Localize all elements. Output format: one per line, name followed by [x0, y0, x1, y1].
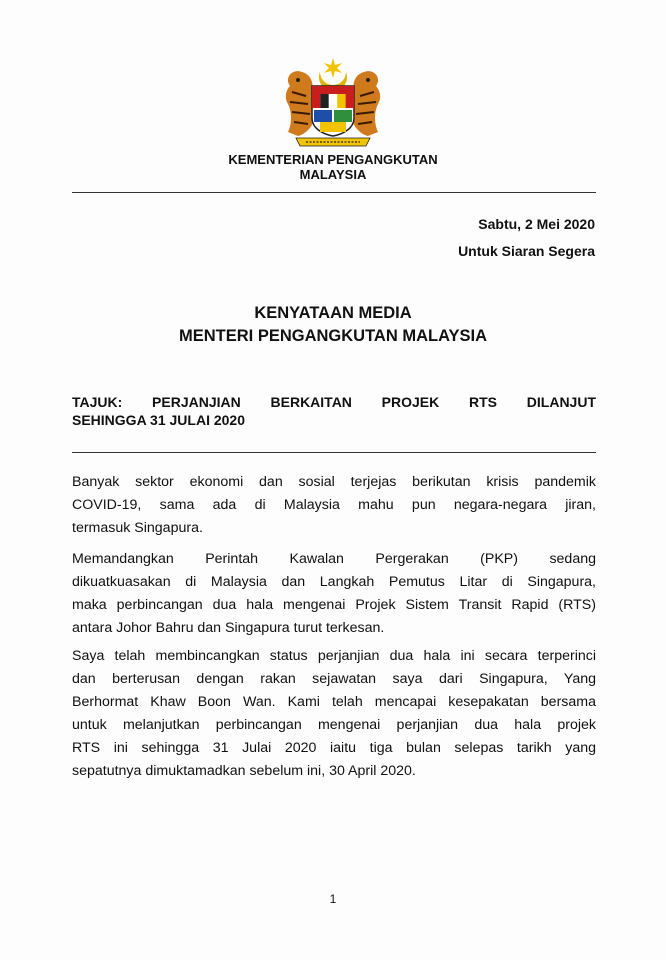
page-number: 1	[329, 892, 337, 906]
subject-line1: TAJUK: PERJANJIAN BERKAITAN PROJEK RTS DILANJUT	[72, 394, 596, 410]
header-divider	[72, 192, 596, 193]
paragraph-line: sepatutnya dimuktamadkan sebelum ini, 30 April 2020.	[72, 763, 416, 779]
release-status: Untuk Siaran Segera	[458, 243, 595, 259]
document-title	[0, 302, 666, 348]
paragraph-1	[72, 471, 596, 540]
paragraph-line: dikuatkuasakan di Malaysia dan Langkah Pemutus Litar di Singapura,	[72, 574, 596, 590]
paragraph-line: untuk melanjutkan perbincangan mengenai perjanjian dua hala projek	[72, 717, 596, 733]
paragraph-line: maka perbincangan dua hala mengenai Projek Sistem Transit Rapid (RTS)	[72, 597, 596, 613]
document-title-line2: MENTERI PENGANGKUTAN MALAYSIA	[178, 327, 487, 345]
paragraph-line: Memandangkan Perintah Kawalan Pergerakan (PKP) sedang	[72, 551, 596, 567]
paragraph-line: Berhormat Khaw Boon Wan. Kami telah mencapai kesepakatan bersama	[72, 694, 596, 710]
paragraph-line: antara Johor Bahru dan Singapura turut terkesan.	[72, 620, 385, 636]
paragraph-line: Banyak sektor ekonomi dan sosial terjejas berikutan krisis pandemik	[72, 474, 596, 490]
subject-heading	[72, 393, 596, 429]
malaysia-coat-of-arms-logo	[270, 56, 396, 148]
paragraph-line: Saya telah membincangkan status perjanjian dua hala ini secara terperinci	[72, 648, 596, 664]
paragraph-2	[72, 548, 596, 640]
paragraph-3	[72, 645, 596, 783]
ministry-name	[0, 152, 666, 182]
subject-divider	[72, 452, 596, 453]
paragraph-line: COVID-19, sama ada di Malaysia mahu pun negara-negara jiran,	[72, 497, 596, 513]
document-title-line1: KENYATAAN MEDIA	[254, 304, 412, 322]
ministry-name-line1: KEMENTERIAN PENGANGKUTAN	[228, 152, 438, 167]
paragraph-line: RTS ini sehingga 31 Julai 2020 iaitu tiga bulan selepas tarikh yang	[72, 740, 596, 756]
subject-line2: SEHINGGA 31 JULAI 2020	[72, 412, 245, 428]
paragraph-line: termasuk Singapura.	[72, 520, 203, 536]
paragraph-line: dan berterusan dengan rakan sejawatan saya dari Singapura, Yang	[72, 671, 596, 687]
ministry-name-line2: MALAYSIA	[299, 167, 367, 182]
release-date: Sabtu, 2 Mei 2020	[478, 216, 595, 232]
